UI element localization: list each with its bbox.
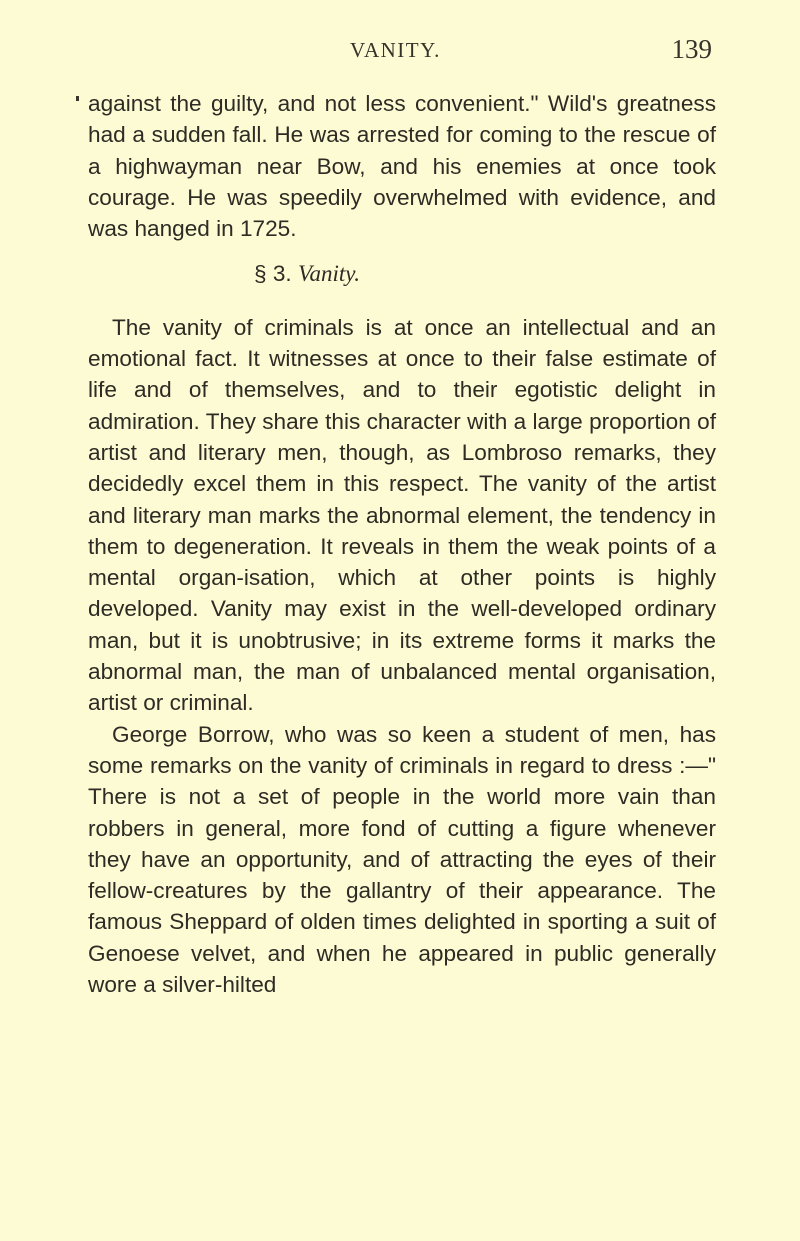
running-head: [84, 34, 716, 74]
section-mark: § 3.: [254, 261, 292, 287]
section-title: Vanity.: [297, 261, 360, 287]
body-text: [88, 88, 716, 1000]
page-number: 139: [671, 34, 712, 64]
paragraph: George Borrow, who was so keen a student of men, has some remarks on the vanity of criminals in regard to dress :—" There is not a set of people in the world more vain than robbers in general, more fond of cutting a figure whenever they have an opportunity, and of attracting the eyes of their fellow-creatures by the gallantry of their appearance. The famous Sheppard of olden times delighted in sporting a suit of Genoese velvet, and when he appeared in public generally wore a silver-hilted: [88, 721, 716, 998]
paragraph: against the guilty, and not less convenient." Wild's greatness had a sudden fall. He was arrested for coming to the rescue of a highwayman near Bow, and his enemies at once took courage. He was speedily overwhelmed with evidence, and was hanged in 1725.: [88, 91, 716, 242]
running-head-title: VANITY.: [350, 38, 441, 62]
paragraph: The vanity of criminals is at once an intellectual and an emotional fact. It witnesses at once to their false estimate of life and of themselves, and to their egotistic delight in admiration. They share this character with a large proportion of artist and literary men, though, as Lombroso remarks, they decidedly excel them in this respect. The vanity of the artist and literary man marks the abnormal element, the tendency in them to degeneration. It reveals in them the weak points of a mental organ-isation, which at other points is highly developed. Vanity may exist in the well-developed ordinary man, but it is unobtrusive; in its extreme forms it marks the abnormal man, the man of unbalanced mental organisation, artist or criminal.: [88, 314, 716, 716]
print-speck: [76, 96, 79, 101]
section-heading: [88, 258, 716, 289]
